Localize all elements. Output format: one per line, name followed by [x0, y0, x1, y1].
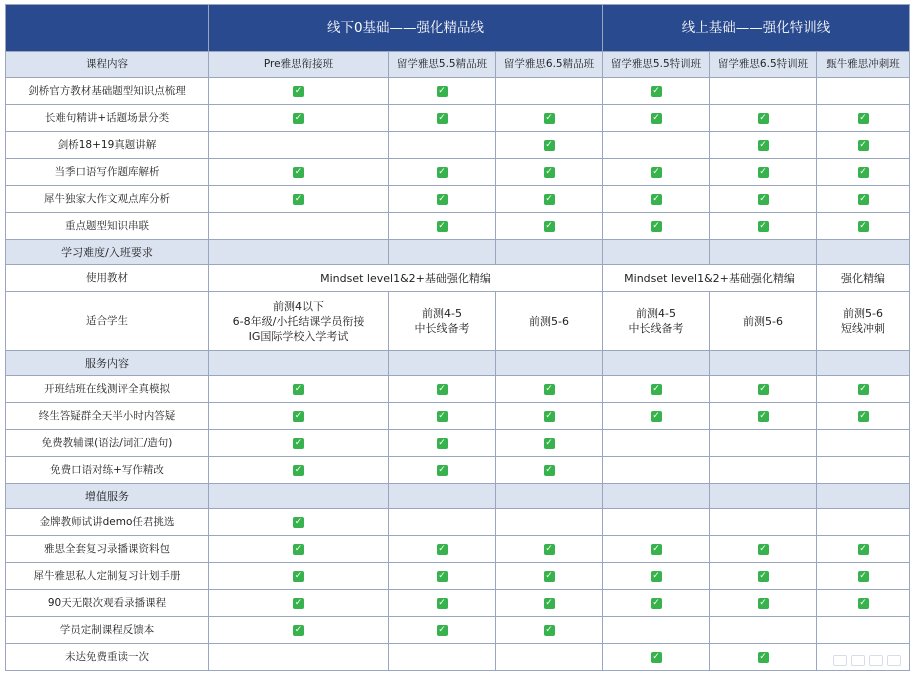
value-section-row — [6, 484, 910, 509]
check-icon: ✓ — [859, 113, 867, 123]
check-cell — [710, 590, 817, 617]
check-icon: ✓ — [545, 438, 553, 448]
table-row — [6, 563, 910, 590]
students-line: 短线冲刺 — [841, 322, 886, 335]
group-header-row — [6, 5, 910, 52]
check-cell — [817, 213, 910, 240]
check-cell — [209, 563, 389, 590]
check-cell — [209, 213, 389, 240]
check-cell — [817, 159, 910, 186]
check-icon: ✓ — [545, 544, 553, 554]
check-icon: ✓ — [759, 221, 767, 231]
materials-sprint: 强化精编 — [817, 265, 910, 292]
check-cell — [817, 457, 910, 484]
watermark-logo — [825, 651, 905, 669]
table-row — [6, 186, 910, 213]
check-cell — [496, 213, 603, 240]
check-icon: ✓ — [545, 113, 553, 123]
check-icon: ✓ — [438, 544, 446, 554]
check-cell — [603, 644, 710, 671]
check-cell — [710, 213, 817, 240]
section-empty-cell — [817, 351, 910, 376]
check-cell — [603, 430, 710, 457]
difficulty-section-row — [6, 240, 910, 265]
check-cell — [710, 617, 817, 644]
students-label: 适合学生 — [6, 292, 209, 351]
students-line: 前测4-5 — [422, 307, 462, 320]
check-cell — [209, 78, 389, 105]
check-cell — [710, 509, 817, 536]
check-cell — [389, 430, 496, 457]
check-cell — [603, 403, 710, 430]
check-cell — [817, 563, 910, 590]
feature-label: 犀牛雅思私人定制复习计划手册 — [6, 563, 209, 590]
check-icon: ✓ — [859, 411, 867, 421]
section-empty-cell — [389, 240, 496, 265]
feature-label: 免费口语对练+写作精改 — [6, 457, 209, 484]
students-cell — [817, 292, 910, 351]
check-icon: ✓ — [294, 167, 303, 177]
table-row — [6, 105, 910, 132]
check-icon: ✓ — [759, 544, 767, 554]
check-cell — [496, 509, 603, 536]
check-icon: ✓ — [859, 384, 867, 394]
check-icon: ✓ — [545, 598, 553, 608]
check-cell — [389, 186, 496, 213]
table-row — [6, 430, 910, 457]
check-cell — [603, 590, 710, 617]
materials-online: Mindset level1&2+基础强化精编 — [603, 265, 817, 292]
check-cell — [603, 563, 710, 590]
check-icon: ✓ — [652, 598, 660, 608]
section-empty-cell — [710, 240, 817, 265]
section-empty-cell — [209, 240, 389, 265]
check-icon: ✓ — [652, 544, 660, 554]
check-cell — [710, 536, 817, 563]
check-cell — [603, 457, 710, 484]
online-group-header: 线上基础——强化特训线 — [603, 5, 910, 52]
feature-label: 剑桥官方教材基础题型知识点梳理 — [6, 78, 209, 105]
check-icon: ✓ — [652, 652, 660, 662]
check-icon: ✓ — [545, 411, 553, 421]
check-cell — [710, 430, 817, 457]
check-cell — [389, 509, 496, 536]
section-empty-cell — [496, 240, 603, 265]
check-cell — [710, 457, 817, 484]
check-icon: ✓ — [652, 167, 660, 177]
header-corner — [6, 5, 209, 52]
difficulty-section-title: 学习难度/入班要求 — [6, 240, 209, 265]
section-empty-cell — [496, 351, 603, 376]
check-icon: ✓ — [545, 194, 553, 204]
check-cell — [496, 430, 603, 457]
check-cell — [710, 159, 817, 186]
check-cell — [603, 186, 710, 213]
value-section-title: 增值服务 — [6, 484, 209, 509]
check-cell — [710, 644, 817, 671]
check-icon: ✓ — [759, 167, 767, 177]
check-icon: ✓ — [438, 625, 446, 635]
check-cell — [496, 563, 603, 590]
check-cell — [496, 132, 603, 159]
students-line: 前测5-6 — [529, 314, 569, 328]
check-icon: ✓ — [438, 411, 446, 421]
students-cell — [209, 292, 389, 351]
class-header-online-65: 留学雅思6.5特训班 — [710, 52, 817, 78]
check-cell — [209, 617, 389, 644]
check-cell — [496, 617, 603, 644]
check-cell — [817, 617, 910, 644]
check-icon: ✓ — [545, 140, 553, 150]
check-cell — [209, 457, 389, 484]
check-cell — [603, 159, 710, 186]
table-row — [6, 457, 910, 484]
check-cell — [389, 132, 496, 159]
students-line: 6-8年级/小托结课学员衔接 — [232, 314, 365, 328]
check-cell — [389, 403, 496, 430]
table-row — [6, 590, 910, 617]
check-cell — [603, 213, 710, 240]
check-icon: ✓ — [294, 194, 303, 204]
students-line: 前测5-6 — [843, 307, 884, 320]
check-icon: ✓ — [759, 384, 767, 394]
check-cell — [389, 159, 496, 186]
class-header-offline-65: 留学雅思6.5精品班 — [496, 52, 603, 78]
feature-label: 金牌教师试讲demo任君挑选 — [6, 509, 209, 536]
check-icon: ✓ — [859, 571, 867, 581]
students-line: 前测4-5 — [636, 307, 677, 320]
section-empty-cell — [209, 484, 389, 509]
check-cell — [710, 78, 817, 105]
check-cell — [389, 536, 496, 563]
check-icon: ✓ — [545, 384, 553, 394]
check-cell — [710, 563, 817, 590]
service-section-title: 服务内容 — [6, 351, 209, 376]
table-row — [6, 376, 910, 403]
check-cell — [389, 617, 496, 644]
check-cell — [209, 403, 389, 430]
table-row — [6, 78, 910, 105]
check-cell — [496, 78, 603, 105]
check-cell — [710, 376, 817, 403]
section-empty-cell — [389, 484, 496, 509]
check-cell — [603, 132, 710, 159]
check-icon: ✓ — [438, 571, 446, 581]
feature-label: 犀牛独家大作文观点库分析 — [6, 186, 209, 213]
check-cell — [496, 186, 603, 213]
check-cell — [209, 430, 389, 457]
class-header-offline-55: 留学雅思5.5精品班 — [389, 52, 496, 78]
check-cell — [710, 105, 817, 132]
check-icon: ✓ — [294, 625, 303, 635]
check-icon: ✓ — [652, 221, 660, 231]
students-line: IG国际学校入学考试 — [248, 329, 349, 343]
check-cell — [817, 509, 910, 536]
check-icon: ✓ — [859, 544, 867, 554]
check-icon: ✓ — [652, 194, 660, 204]
section-empty-cell — [817, 240, 910, 265]
check-cell — [817, 376, 910, 403]
check-cell — [817, 186, 910, 213]
check-cell — [496, 536, 603, 563]
check-icon: ✓ — [294, 411, 303, 421]
check-icon: ✓ — [294, 113, 303, 123]
check-cell — [496, 590, 603, 617]
section-empty-cell — [710, 351, 817, 376]
check-cell — [603, 617, 710, 644]
class-header-row — [6, 52, 910, 78]
check-cell — [817, 105, 910, 132]
check-cell — [603, 105, 710, 132]
check-icon: ✓ — [759, 652, 767, 662]
check-cell — [209, 590, 389, 617]
check-cell — [817, 78, 910, 105]
check-icon: ✓ — [294, 384, 303, 394]
check-icon: ✓ — [438, 167, 446, 177]
check-icon: ✓ — [294, 517, 303, 527]
table-row — [6, 536, 910, 563]
check-cell — [209, 644, 389, 671]
feature-label: 开班结班在线测评全真模拟 — [6, 376, 209, 403]
check-cell — [496, 105, 603, 132]
materials-label: 使用教材 — [6, 265, 209, 292]
check-cell — [209, 536, 389, 563]
check-icon: ✓ — [759, 571, 767, 581]
check-icon: ✓ — [652, 86, 660, 96]
check-icon: ✓ — [294, 438, 303, 448]
check-icon: ✓ — [294, 598, 303, 608]
offline-group-header: 线下0基础——强化精品线 — [209, 5, 603, 52]
check-cell — [389, 457, 496, 484]
section-empty-cell — [209, 351, 389, 376]
check-cell — [389, 105, 496, 132]
course-comparison-table-wrapper — [5, 4, 909, 671]
table-row — [6, 509, 910, 536]
feature-label: 剑桥18+19真题讲解 — [6, 132, 209, 159]
check-icon: ✓ — [759, 194, 767, 204]
check-cell — [710, 132, 817, 159]
check-cell — [817, 590, 910, 617]
check-icon: ✓ — [438, 113, 446, 123]
students-line: 中长线备考 — [628, 322, 684, 335]
service-section-row — [6, 351, 910, 376]
check-cell — [603, 78, 710, 105]
check-icon: ✓ — [859, 194, 867, 204]
check-cell — [209, 509, 389, 536]
check-icon: ✓ — [438, 598, 446, 608]
content-column-header: 课程内容 — [6, 52, 209, 78]
section-empty-cell — [603, 484, 710, 509]
check-cell — [603, 376, 710, 403]
students-cell — [389, 292, 496, 351]
class-header-pre: Pre雅思衔接班 — [209, 52, 389, 78]
feature-label: 学员定制课程反馈本 — [6, 617, 209, 644]
table-row — [6, 132, 910, 159]
section-empty-cell — [389, 351, 496, 376]
class-header-sprint: 甄牛雅思冲刺班 — [817, 52, 910, 78]
check-cell — [496, 457, 603, 484]
check-cell — [710, 186, 817, 213]
check-cell — [817, 536, 910, 563]
check-icon: ✓ — [652, 571, 660, 581]
check-cell — [209, 159, 389, 186]
check-icon: ✓ — [652, 411, 660, 421]
check-icon: ✓ — [438, 86, 446, 96]
check-icon: ✓ — [294, 86, 303, 96]
check-cell — [209, 376, 389, 403]
check-cell — [389, 376, 496, 403]
materials-row — [6, 265, 910, 292]
students-cell — [710, 292, 817, 351]
check-icon: ✓ — [759, 411, 767, 421]
check-cell — [710, 403, 817, 430]
check-cell — [603, 536, 710, 563]
check-cell — [389, 213, 496, 240]
check-cell — [496, 403, 603, 430]
check-icon: ✓ — [545, 571, 553, 581]
check-cell — [209, 105, 389, 132]
check-cell — [496, 376, 603, 403]
check-cell — [389, 590, 496, 617]
feature-label: 未达免费重读一次 — [6, 644, 209, 671]
check-icon: ✓ — [652, 113, 660, 123]
table-row — [6, 159, 910, 186]
check-icon: ✓ — [294, 544, 303, 554]
check-icon: ✓ — [294, 571, 303, 581]
check-icon: ✓ — [759, 140, 767, 150]
students-cell — [496, 292, 603, 351]
check-cell — [389, 563, 496, 590]
check-icon: ✓ — [438, 438, 446, 448]
feature-label: 长难句精讲+话题场景分类 — [6, 105, 209, 132]
check-cell — [603, 509, 710, 536]
check-icon: ✓ — [859, 598, 867, 608]
students-line: 前测4以下 — [273, 299, 324, 313]
section-empty-cell — [603, 351, 710, 376]
check-cell — [817, 430, 910, 457]
table-body — [6, 5, 910, 671]
check-cell — [389, 644, 496, 671]
check-icon: ✓ — [545, 465, 553, 475]
check-icon: ✓ — [859, 140, 867, 150]
check-icon: ✓ — [294, 465, 303, 475]
section-empty-cell — [603, 240, 710, 265]
students-cell — [603, 292, 710, 351]
check-cell — [389, 78, 496, 105]
check-cell — [496, 644, 603, 671]
students-row — [6, 292, 910, 351]
section-empty-cell — [817, 484, 910, 509]
check-cell — [209, 186, 389, 213]
feature-label: 免费教辅课(语法/词汇/造句) — [6, 430, 209, 457]
students-line: 中长线备考 — [414, 322, 470, 335]
check-cell — [209, 132, 389, 159]
table-row — [6, 403, 910, 430]
check-cell — [817, 403, 910, 430]
check-icon: ✓ — [438, 221, 446, 231]
feature-label: 当季口语写作题库解析 — [6, 159, 209, 186]
check-icon: ✓ — [545, 625, 553, 635]
table-row — [6, 617, 910, 644]
check-cell — [496, 159, 603, 186]
check-icon: ✓ — [759, 598, 767, 608]
check-cell — [817, 132, 910, 159]
feature-label: 终生答疑群全天半小时内答疑 — [6, 403, 209, 430]
course-comparison-table — [5, 4, 910, 671]
feature-label: 90天无限次观看录播课程 — [6, 590, 209, 617]
check-icon: ✓ — [859, 167, 867, 177]
check-icon: ✓ — [438, 465, 446, 475]
feature-label: 重点题型知识串联 — [6, 213, 209, 240]
check-icon: ✓ — [652, 384, 660, 394]
check-icon: ✓ — [859, 221, 867, 231]
section-empty-cell — [710, 484, 817, 509]
check-icon: ✓ — [545, 221, 553, 231]
check-icon: ✓ — [438, 384, 446, 394]
materials-offline: Mindset level1&2+基础强化精编 — [209, 265, 603, 292]
table-row — [6, 644, 910, 671]
table-row — [6, 213, 910, 240]
feature-label: 雅思全套复习录播课资料包 — [6, 536, 209, 563]
check-icon: ✓ — [438, 194, 446, 204]
check-icon: ✓ — [759, 113, 767, 123]
section-empty-cell — [496, 484, 603, 509]
check-icon: ✓ — [545, 167, 553, 177]
students-line: 前测5-6 — [743, 314, 784, 328]
class-header-online-55: 留学雅思5.5特训班 — [603, 52, 710, 78]
